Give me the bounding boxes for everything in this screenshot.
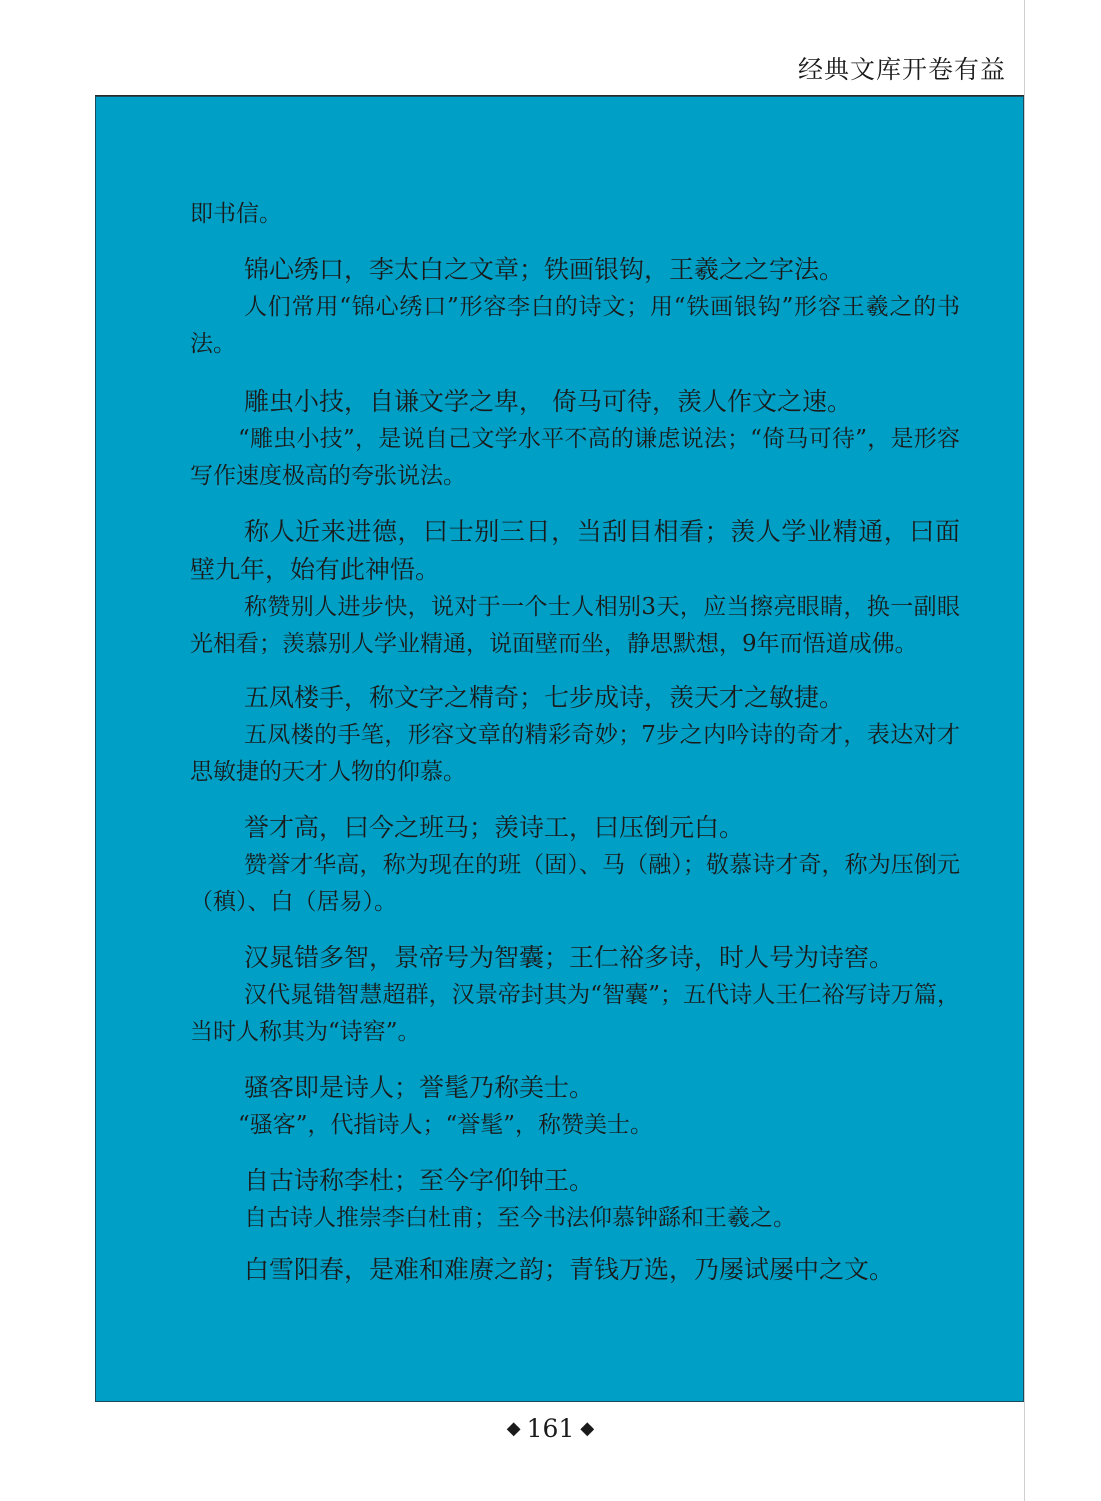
entry-note: 称赞别人进步快，说对于一个士人相别3天，应当擦亮眼睛，换一副眼光相看；羡慕别人学业精通，说面壁而坐，静思默想，9年而悟道成佛。 — [190, 594, 960, 657]
entry — [190, 939, 960, 1051]
entry — [190, 1069, 960, 1144]
entry — [190, 679, 960, 791]
page-edge — [1024, 0, 1025, 1501]
entry — [190, 251, 960, 363]
entry — [190, 1251, 960, 1289]
entry — [190, 809, 960, 921]
body-text — [190, 196, 960, 1289]
entry-verse: 汉晁错多智，景帝号为智囊；王仁裕多诗，时人号为诗窖。 — [244, 943, 895, 972]
entry-note: 五凤楼的手笔，形容文章的精彩奇妙；7步之内吟诗的奇才，表达对才思敏捷的天才人物的仰慕。 — [190, 722, 960, 785]
entry-note: 人们常用“锦心绣口”形容李白的诗文；用“铁画银钩”形容王羲之的书法。 — [190, 294, 960, 357]
entry-verse: 称人近来进德，曰士别三日，当刮目相看；羡人学业精通，曰面壁九年，始有此神悟。 — [190, 517, 960, 584]
entry — [190, 1162, 960, 1237]
entry-verse: 五凤楼手，称文字之精奇；七步成诗，羡天才之敏捷。 — [244, 683, 845, 712]
page-number-footer — [0, 1414, 1101, 1443]
entry-verse: 雕虫小技，自谦文学之卑， 倚马可待，羡人作文之速。 — [244, 387, 852, 416]
entry-note: 赞誉才华高，称为现在的班（固）、马（融）；敬慕诗才奇，称为压倒元（稹）、白（居易）。 — [190, 852, 960, 915]
entry-verse: 白雪阳春，是难和难赓之韵；青钱万选，乃屡试屡中之文。 — [244, 1255, 895, 1284]
entry — [190, 383, 960, 495]
continuation-line: 即书信。 — [190, 201, 282, 227]
entry-verse: 锦心绣口，李太白之文章；铁画银钩，王羲之之字法。 — [244, 255, 845, 284]
diamond-icon: ◆ — [580, 1418, 595, 1439]
entry-note: 汉代晁错智慧超群，汉景帝封其为“智囊”；五代诗人王仁裕写诗万篇，当时人称其为“诗窖”。 — [190, 982, 960, 1045]
entry-note: “雕虫小技”，是说自己文学水平不高的谦虑说法；“倚马可待”，是形容写作速度极高的夸张说法。 — [190, 426, 960, 489]
entry-note: 自古诗人推崇李白杜甫；至今书法仰慕钟繇和王羲之。 — [244, 1205, 796, 1231]
entry-note: “骚客”，代指诗人；“誉髦”，称赞美士。 — [238, 1112, 654, 1138]
entry — [190, 513, 960, 663]
entry-verse: 骚客即是诗人；誉髦乃称美士。 — [244, 1073, 595, 1102]
entry-verse: 自古诗称李杜；至今字仰钟王。 — [244, 1166, 595, 1195]
page-number: 161 — [526, 1414, 575, 1443]
diamond-icon: ◆ — [506, 1418, 521, 1439]
entry-verse: 誉才高，曰今之班马；羡诗工，曰压倒元白。 — [244, 813, 745, 842]
running-head: 经典文库开卷有益 — [797, 55, 1006, 84]
